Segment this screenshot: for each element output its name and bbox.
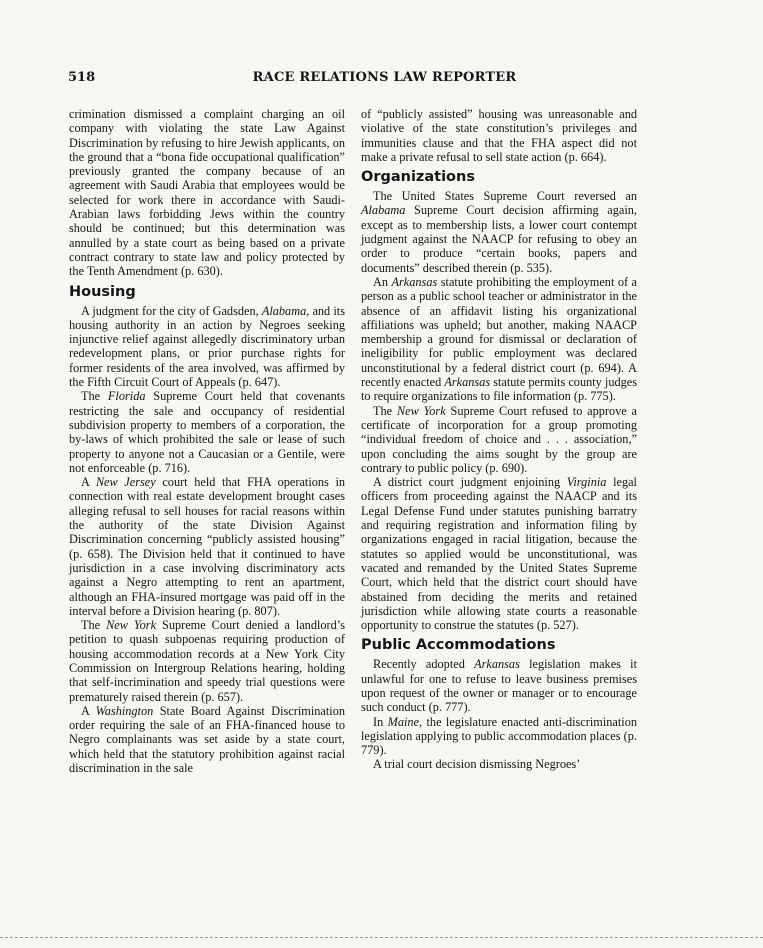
text-run: Supreme Court held that covenants restricting the sale and occupancy of residential subdivision property to members of a corporation, the by-laws of which prohibited the sale or lease of such property to anyone not a Caucasian or a Gentile, were not enforceable (p. 716). bbox=[69, 389, 345, 475]
paragraph bbox=[69, 704, 345, 775]
text-run: The bbox=[373, 403, 397, 418]
state-name: New York bbox=[396, 403, 446, 418]
paragraph bbox=[361, 404, 637, 475]
left-column bbox=[69, 107, 345, 775]
paragraph bbox=[69, 304, 345, 390]
text-run: Recently adopted bbox=[373, 657, 475, 672]
text-run: A bbox=[81, 703, 96, 718]
paragraph bbox=[361, 715, 637, 758]
paragraph: crimination dismissed a complaint charging an oil company with violating the state Law Against Discrimination by refusing to hire Jewish applicants, on the ground that a “bona fide occupational qualification” previously granted the company because of an agreement with Saudi Arabia that employees would be selected for work there in accordance with Saudi-Arabian laws forbidding Jews within the country should be continued; but this determination was annulled by a state court as being based on a private contract contrary to state law and policy protected by the Tenth Amendment (p. 630). bbox=[69, 107, 345, 279]
state-name: Alabama bbox=[361, 203, 406, 218]
paragraph bbox=[69, 475, 345, 618]
text-run: court held that FHA operations in connection with real estate development brought cases alleging refusal to sell houses for racial reasons within the authority of the state Division Against Discrimination concerning “publicly assisted housing” (p. 658). The Division held that it continued to have jurisdiction in a case involving discriminatory acts against a Negro attempting to rent an apartment, although an FHA-insured mortgage was paid off in the interval before a Division hearing (p. 807). bbox=[69, 475, 346, 618]
text-run: The bbox=[81, 618, 107, 633]
state-name: New York bbox=[106, 618, 157, 633]
text-run: statute permits county judges to require organizations to file information (p. 775). bbox=[361, 375, 638, 404]
page-edge-rule bbox=[0, 937, 763, 938]
state-name: Florida bbox=[107, 389, 146, 404]
text-run: A bbox=[81, 475, 96, 490]
page-number: 518 bbox=[68, 70, 96, 85]
paragraph bbox=[361, 189, 637, 275]
text-run: Supreme Court decision affirming again, except as to membership lists, a lower court contempt judgment against the NAACP for refusing to obey an order to produce “certain books, papers and documents” described therein (p. 535). bbox=[361, 203, 637, 275]
text-run: statute prohibiting the employment of a person as a public school teacher or administrator in the absence of an affidavit listing his organizational affiliations was upheld; but another, making NAACP membership a ground for dismissal or declaration of ineligibility for public employment was declared unconstitutional by a federal district court (p. 694). A recently enacted bbox=[361, 274, 637, 390]
state-name: Washington bbox=[95, 703, 154, 718]
section-heading-housing: Housing bbox=[69, 283, 136, 300]
text-run: , the legislature enacted anti-discrimination legislation applying to public accommodation places (p. 779). bbox=[361, 714, 637, 758]
text-run: In bbox=[373, 714, 388, 729]
state-name: Maine bbox=[387, 714, 420, 729]
paragraph bbox=[69, 389, 345, 475]
state-name: Arkansas bbox=[391, 274, 438, 289]
page-header bbox=[68, 70, 701, 88]
state-name: Arkansas bbox=[444, 375, 491, 390]
text-run: Supreme Court denied a landlord’s petition to quash subpoenas requiring production of housing accommodation records at a New York City Commission on Intergroup Relations hearing, holding that self-incrimination and speedy trial questions were prematurely raised therein (p. 657). bbox=[69, 618, 345, 704]
paragraph bbox=[361, 657, 637, 714]
text-run: State Board Against Discrimination order requiring the sale of an FHA-financed house to Negro complainants was set aside by a state court, which held that the statutory prohibition against racial discrimination in the sale bbox=[69, 703, 345, 776]
running-head: RACE RELATIONS LAW REPORTER bbox=[252, 70, 517, 85]
paragraph: of “publicly assisted” housing was unreasonable and violative of the state constitution’s privileges and immunities clause and that the FHA aspect did not make a private refusal to sell state action (p. 664). bbox=[361, 107, 637, 164]
text-run: The bbox=[81, 389, 108, 404]
state-name: Arkansas bbox=[474, 657, 520, 672]
text-run: An bbox=[373, 274, 392, 289]
paragraph bbox=[361, 275, 637, 404]
text-run: , and its housing authority in an action by Negroes seeking injunctive relief against allegedly discriminatory urban redevelopment plans, or prior purchase rights for former residents of the area involved, was affirmed by the Fifth Circuit Court of Appeals (p. 647). bbox=[69, 303, 345, 390]
section-heading-organizations: Organizations bbox=[361, 169, 475, 186]
state-name: Virginia bbox=[566, 475, 607, 490]
text-run: Supreme Court refused to approve a certificate of incorporation for a group promoting “individual freedom of choice and . . . association,” upon concluding the aims sought by the group are contrary to public policy (p. 690). bbox=[361, 403, 637, 475]
state-name: New Jersey bbox=[95, 475, 156, 490]
state-name: Alabama bbox=[261, 303, 307, 318]
paragraph: A trial court decision dismissing Negroes’ bbox=[373, 757, 581, 772]
text-run: A judgment for the city of Gadsden, bbox=[81, 303, 262, 318]
right-column bbox=[361, 107, 637, 772]
text-run: legal officers from proceeding against the NAACP and its Legal Defense Fund under statutes punishing barratry and requiring registration and information filing by organizations engaged in racial litigation, because the statutes so applied would be unconstitutional, was vacated and remanded by the United States Supreme Court, which held that the district court should have abstained from deciding the merits and retained jurisdiction while allowing state courts a reasonable opportunity to construe the statutes (p. 527). bbox=[361, 475, 637, 633]
text-run: The United States Supreme Court reversed an bbox=[373, 189, 637, 204]
paragraph bbox=[69, 618, 345, 704]
paragraph bbox=[361, 475, 637, 632]
text-run: A district court judgment enjoining bbox=[373, 475, 567, 490]
section-heading-public-accommodations: Public Accommodations bbox=[361, 637, 556, 654]
text-run: legislation makes it unlawful for one to refuse to leave business premises upon request of the owner or manager or to encourage such conduct (p. 777). bbox=[361, 657, 637, 715]
